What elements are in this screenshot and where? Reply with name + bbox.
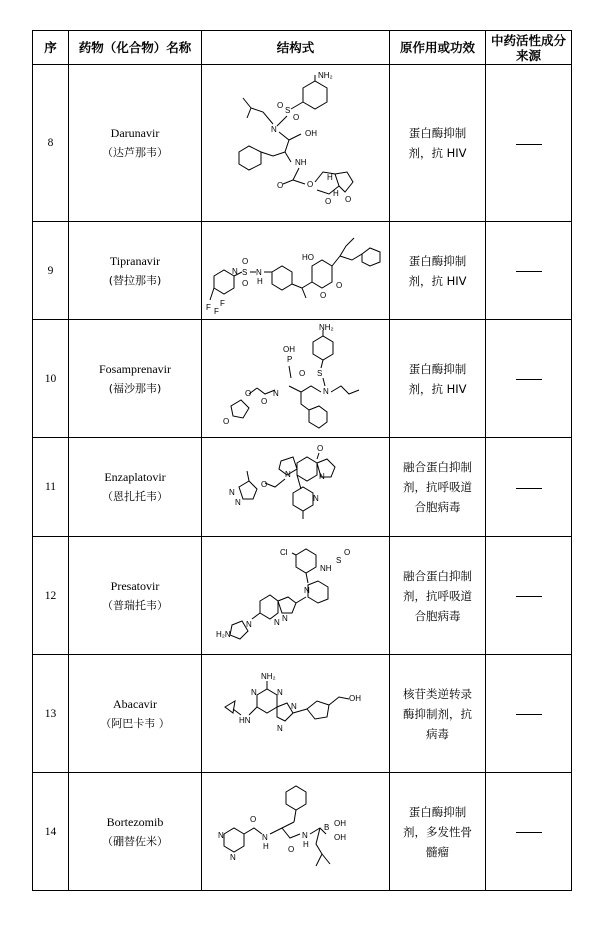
- effect-cell: [390, 438, 486, 537]
- table-row: [33, 65, 572, 222]
- drug-name-cell: [69, 537, 202, 655]
- mol-label: O: [324, 197, 331, 206]
- effect-line: 融合蛋白抑制: [403, 460, 472, 474]
- effect-line: 剂，抗 HIV: [408, 273, 467, 288]
- mol-label: N: [318, 472, 325, 481]
- structure-cell: [202, 773, 390, 891]
- drug-name-en: Tipranavir: [109, 253, 161, 268]
- header-source: 中药活性成分来源: [486, 31, 572, 65]
- effect-line: 合胞病毒: [414, 500, 461, 514]
- mol-label: NH: [319, 563, 332, 573]
- drug-name-en: Darunavir: [110, 126, 160, 140]
- mol-label: N: [276, 723, 283, 733]
- mol-label: N: [281, 613, 288, 623]
- mol-label: N: [301, 830, 308, 840]
- fosamprenavir-structure: [221, 324, 371, 434]
- effect-line: 剂，抗 HIV: [408, 381, 467, 396]
- structure-cell: [202, 655, 390, 773]
- table-body: [33, 65, 572, 891]
- mol-label: O: [335, 280, 342, 290]
- source-cell: [486, 65, 572, 222]
- effect-cell: [390, 655, 486, 773]
- source-cell: [486, 222, 572, 320]
- structure-cell: [202, 438, 390, 537]
- mol-label: OH: [333, 818, 346, 828]
- mol-label: N: [217, 830, 224, 840]
- mol-label: O: [241, 256, 248, 266]
- drug-name-cn: (替拉那韦): [108, 273, 162, 287]
- mol-label: NH₂: [317, 71, 333, 80]
- mol-label: F: [213, 306, 219, 316]
- mol-label: N: [255, 267, 262, 277]
- drug-name-cell: [69, 773, 202, 891]
- source-cell: [486, 655, 572, 773]
- mol-label: O: [298, 368, 305, 378]
- mol-label: O: [276, 101, 283, 110]
- effect-cell: [390, 537, 486, 655]
- mol-label: O: [260, 396, 267, 406]
- table-row: [33, 773, 572, 891]
- mol-label: N: [231, 266, 238, 276]
- table-row: [33, 438, 572, 537]
- effect-cell: [390, 320, 486, 438]
- source-cell: [486, 320, 572, 438]
- drug-name-en: Presatovir: [110, 578, 160, 593]
- drug-name-cell: [69, 655, 202, 773]
- source-cell: [486, 537, 572, 655]
- header-name: 药物（化合物）名称: [69, 31, 202, 65]
- drug-name-cn: （恩扎托韦）: [102, 490, 168, 503]
- table-row: [33, 320, 572, 438]
- mol-label: S: [316, 368, 322, 378]
- drug-name-cell: [69, 222, 202, 320]
- effect-line: 剂，抗 HIV: [408, 146, 467, 160]
- mol-label: N: [322, 386, 329, 396]
- mol-label: S: [284, 106, 290, 115]
- mol-label: NH₂: [260, 671, 276, 681]
- mol-label: N: [229, 852, 236, 862]
- effect-line: 病毒: [426, 726, 449, 741]
- mol-label: H: [332, 189, 339, 198]
- mol-label: N: [250, 687, 257, 697]
- row-number: 9: [33, 222, 69, 320]
- mol-label: O: [319, 290, 326, 300]
- mol-label: H: [262, 841, 269, 851]
- mol-label: N: [312, 494, 319, 503]
- bortezomib-structure: [216, 782, 376, 882]
- drug-name-cn: （达芦那韦）: [102, 146, 168, 159]
- row-number: 11: [33, 438, 69, 537]
- effect-line: 髓瘤: [426, 844, 449, 859]
- dash-line-icon: [516, 596, 542, 597]
- mol-label: O: [287, 844, 294, 854]
- drug-name-cell: [69, 320, 202, 438]
- mol-label: O: [316, 444, 323, 453]
- mol-label: N: [284, 470, 291, 479]
- enzaplatovir-structure: [221, 441, 371, 533]
- mol-label: N: [270, 125, 277, 134]
- table-row: [33, 655, 572, 773]
- mol-label: O: [306, 180, 313, 189]
- mol-label: O: [222, 416, 229, 426]
- mol-label: OH: [282, 344, 295, 354]
- header-structure: 结构式: [202, 31, 390, 65]
- row-number: 10: [33, 320, 69, 438]
- mol-label: N: [234, 498, 241, 507]
- presatovir-structure: [216, 541, 376, 651]
- drug-table: [32, 30, 572, 891]
- mol-label: N: [261, 832, 268, 842]
- mol-label: NH: [294, 158, 307, 167]
- structure-cell: [202, 222, 390, 320]
- effect-line: 合胞病毒: [414, 608, 461, 623]
- mol-label: O: [292, 113, 299, 122]
- mol-label: N: [303, 585, 310, 595]
- mol-label: NH₂: [318, 323, 334, 332]
- table-header: [33, 31, 572, 65]
- header-no: 序: [33, 31, 69, 65]
- structure-cell: [202, 537, 390, 655]
- source-cell: [486, 773, 572, 891]
- dash-line-icon: [516, 832, 542, 833]
- mol-label: S: [335, 555, 341, 565]
- effect-line: 蛋白酶抑制: [408, 126, 467, 140]
- effect-line: 融合蛋白抑制: [403, 568, 472, 583]
- effect-cell: [390, 773, 486, 891]
- effect-cell: [390, 65, 486, 222]
- mol-label: O: [343, 547, 350, 557]
- mol-label: O: [244, 388, 251, 398]
- mol-label: H₂N: [215, 629, 231, 639]
- mol-label: Cl: [279, 547, 288, 557]
- effect-line: 酶抑制剂，抗: [403, 706, 472, 721]
- row-number: 14: [33, 773, 69, 891]
- mol-label: O: [241, 278, 248, 288]
- dash-line-icon: [516, 488, 542, 489]
- mol-label: N: [290, 701, 297, 711]
- drug-name-cell: [69, 438, 202, 537]
- mol-label: OH: [333, 832, 346, 842]
- darunavir-structure: [221, 68, 371, 218]
- effect-line: 核苷类逆转录: [403, 686, 472, 701]
- mol-label: O: [249, 814, 256, 824]
- effect-cell: [390, 222, 486, 320]
- row-number: 12: [33, 537, 69, 655]
- header-row: [33, 31, 572, 65]
- drug-name-cn: (福沙那韦): [108, 381, 162, 395]
- mol-label: H: [326, 173, 333, 182]
- effect-line: 蛋白酶抑制: [408, 361, 467, 376]
- mol-label: N: [272, 388, 279, 398]
- dash-line-icon: [516, 714, 542, 715]
- table-row: [33, 537, 572, 655]
- mol-label: P: [286, 354, 292, 364]
- mol-label: O: [276, 181, 283, 190]
- row-number: 13: [33, 655, 69, 773]
- effect-line: 蛋白酶抑制: [408, 804, 467, 819]
- row-number: 8: [33, 65, 69, 222]
- mol-label: HO: [301, 252, 314, 262]
- mol-label: N: [245, 619, 252, 629]
- structure-cell: [202, 65, 390, 222]
- mol-label: OH: [348, 693, 361, 703]
- mol-label: B: [323, 822, 329, 832]
- mol-label: O: [344, 195, 351, 204]
- mol-label: F: [219, 298, 225, 308]
- effect-line: 蛋白酶抑制: [408, 253, 467, 268]
- mol-label: HN: [238, 715, 251, 725]
- drug-name-en: Enzaplatovir: [104, 470, 166, 484]
- mol-label: O: [260, 480, 267, 489]
- mol-label: OH: [304, 129, 317, 138]
- effect-line: 剂，抗呼吸道: [403, 588, 472, 603]
- mol-label: H: [302, 839, 309, 849]
- drug-name-cn: （硼替佐米）: [102, 834, 168, 848]
- effect-line: 剂，抗呼吸道: [403, 480, 472, 494]
- dash-line-icon: [516, 271, 542, 272]
- drug-name-cell: [69, 65, 202, 222]
- drug-name-en: Fosamprenavir: [99, 361, 171, 376]
- structure-cell: [202, 320, 390, 438]
- dash-line-icon: [516, 144, 542, 145]
- tipranavir-structure: [206, 226, 386, 316]
- mol-label: N: [228, 488, 235, 497]
- mol-label: S: [241, 267, 247, 277]
- mol-label: F: [205, 302, 211, 312]
- mol-label: N: [276, 687, 283, 697]
- header-effect: 原作用或功效: [390, 31, 486, 65]
- drug-name-cn: （阿巴卡韦 ）: [100, 716, 170, 730]
- mol-label: N: [273, 617, 280, 627]
- table-row: [33, 222, 572, 320]
- dash-line-icon: [516, 379, 542, 380]
- effect-line: 剂，多发性骨: [403, 824, 472, 839]
- abacavir-structure: [221, 669, 371, 759]
- mol-label: H: [256, 276, 263, 286]
- source-cell: [486, 438, 572, 537]
- drug-name-en: Abacavir: [113, 696, 157, 711]
- drug-name-cn: （普瑞托韦）: [102, 598, 168, 612]
- drug-name-en: Bortezomib: [106, 814, 164, 829]
